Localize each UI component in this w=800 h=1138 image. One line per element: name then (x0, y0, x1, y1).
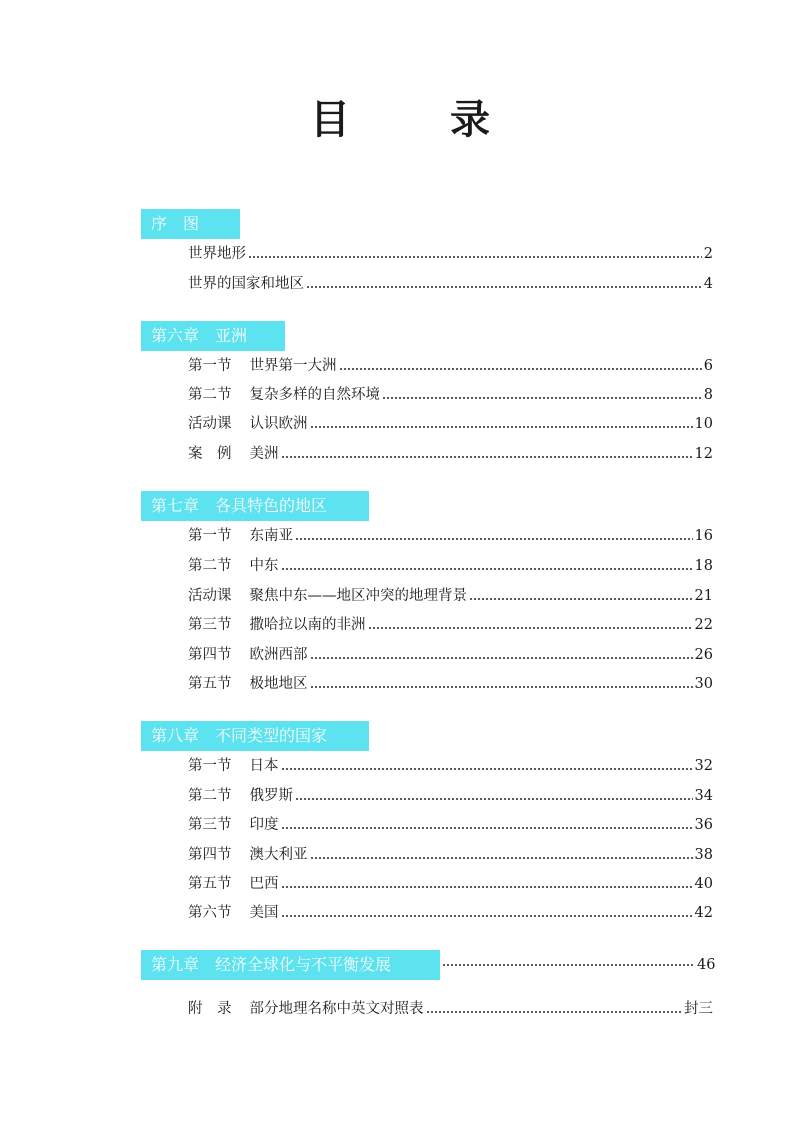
toc-entry[interactable] (188, 383, 713, 407)
toc-entry[interactable] (188, 784, 713, 808)
toc-entry-title: 日本 (249, 758, 279, 774)
toc-entry-page: 46 (697, 957, 716, 973)
leader-dots (310, 657, 693, 659)
toc-entry-page: 38 (694, 847, 713, 863)
leader-dots (281, 456, 693, 458)
toc-entry-title: 澳大利亚 (249, 847, 308, 863)
toc-entry[interactable] (188, 754, 713, 778)
leader-dots (469, 598, 693, 600)
toc-entry-title: 聚焦中东——地区冲突的地理背景 (249, 588, 467, 604)
appendix-title: 部分地理名称中英文对照表 (249, 1001, 424, 1017)
toc-entry[interactable] (188, 412, 713, 436)
toc-entry-title: 巴西 (249, 876, 279, 892)
toc-entry-title: 世界地形 (188, 246, 246, 262)
leader-dots (295, 538, 693, 540)
leader-dots (442, 964, 695, 966)
toc-entry-page: 30 (694, 676, 713, 692)
toc-entry[interactable] (188, 242, 713, 266)
toc-entry-title: 俄罗斯 (249, 788, 293, 804)
toc-entry-title: 美国 (249, 905, 279, 921)
toc-entry-label: 第一节 (188, 358, 232, 374)
toc-entry[interactable] (188, 524, 713, 548)
toc-entry-label: 第二节 (188, 558, 232, 574)
toc-entry-page: 12 (694, 446, 713, 462)
toc-entry-title: 东南亚 (249, 528, 293, 544)
toc-entry[interactable] (188, 442, 713, 466)
toc-entry-page: 10 (694, 416, 713, 432)
toc-entry-title: 复杂多样的自然环境 (249, 387, 380, 403)
toc-entry-page: 40 (694, 876, 713, 892)
leader-dots (281, 768, 693, 770)
toc-entry-page: 2 (703, 246, 713, 262)
toc-entry-label: 活动课 (188, 588, 232, 604)
toc-entry-label: 活动课 (188, 416, 232, 432)
leader-dots (281, 568, 693, 570)
toc-entry[interactable] (188, 843, 713, 867)
toc-entry-title: 世界的国家和地区 (188, 276, 304, 292)
toc-entry-page: 21 (694, 588, 713, 604)
toc-entry[interactable] (188, 584, 713, 608)
toc-entry[interactable] (188, 643, 713, 667)
leader-dots (295, 798, 693, 800)
leader-dots (368, 627, 693, 629)
toc-entry[interactable] (188, 554, 713, 578)
appendix-page: 封三 (684, 1001, 713, 1017)
page-title: 目 录 (310, 97, 520, 143)
toc-entry-title: 美洲 (249, 446, 279, 462)
leader-dots (306, 286, 702, 288)
toc-entry-title: 欧洲西部 (249, 647, 308, 663)
toc-entry-page: 32 (694, 758, 713, 774)
toc-entry-title: 极地地区 (249, 676, 308, 692)
toc-entry-label: 第六节 (188, 905, 232, 921)
section-band-chapter7: 第七章 各具特色的地区 (141, 491, 369, 521)
toc-entry-page: 36 (694, 817, 713, 833)
toc-entry-label: 第四节 (188, 847, 232, 863)
leader-dots (281, 915, 693, 917)
toc-entry-page: 16 (694, 528, 713, 544)
toc-entry-page: 6 (703, 358, 713, 374)
toc-entry-chapter9[interactable] (0, 950, 800, 980)
toc-entry[interactable] (188, 672, 713, 696)
toc-entry[interactable] (188, 872, 713, 896)
section-band-chapter6: 第六章 亚洲 (141, 321, 285, 351)
toc-entry-label: 第一节 (188, 758, 232, 774)
toc-entry-label: 第三节 (188, 617, 232, 633)
toc-entry-label: 第四节 (188, 647, 232, 663)
toc-entry-title: 印度 (249, 817, 279, 833)
leader-dots (281, 827, 693, 829)
toc-entry-title: 中东 (249, 558, 279, 574)
toc-entry-page: 18 (694, 558, 713, 574)
leader-dots (310, 686, 693, 688)
toc-entry-page: 4 (703, 276, 713, 292)
leader-dots (281, 886, 693, 888)
toc-entry-label: 第二节 (188, 387, 232, 403)
toc-entry-page: 34 (694, 788, 713, 804)
toc-entry[interactable] (188, 613, 713, 637)
leader-dots (339, 368, 702, 370)
toc-entry-page: 42 (694, 905, 713, 921)
toc-entry-appendix[interactable] (188, 997, 713, 1021)
toc-entry-label: 第二节 (188, 788, 232, 804)
toc-entry[interactable] (188, 354, 713, 378)
leader-dots (310, 857, 693, 859)
toc-entry-label: 第一节 (188, 528, 232, 544)
toc-entry-page: 8 (703, 387, 713, 403)
toc-entry[interactable] (188, 813, 713, 837)
toc-entry-page: 26 (694, 647, 713, 663)
leader-dots (426, 1011, 683, 1013)
section-band-chapter8: 第八章 不同类型的国家 (141, 721, 369, 751)
section-band-chapter9: 第九章 经济全球化与不平衡发展 (141, 950, 440, 980)
toc-entry-label: 第五节 (188, 876, 232, 892)
leader-dots (310, 426, 693, 428)
toc-entry[interactable] (188, 901, 713, 925)
appendix-label: 附 录 (188, 1001, 232, 1017)
toc-entry-title: 认识欧洲 (249, 416, 308, 432)
leader-dots (382, 397, 702, 399)
section-band-xutu: 序 图 (141, 209, 240, 239)
toc-entry-label: 案 例 (188, 446, 232, 462)
toc-entry-title: 撒哈拉以南的非洲 (249, 617, 366, 633)
toc-entry-label: 第三节 (188, 817, 232, 833)
toc-entry[interactable] (188, 272, 713, 296)
toc-entry-page: 22 (694, 617, 713, 633)
toc-entry-label: 第五节 (188, 676, 232, 692)
leader-dots (248, 256, 702, 258)
toc-entry-title: 世界第一大洲 (249, 358, 337, 374)
